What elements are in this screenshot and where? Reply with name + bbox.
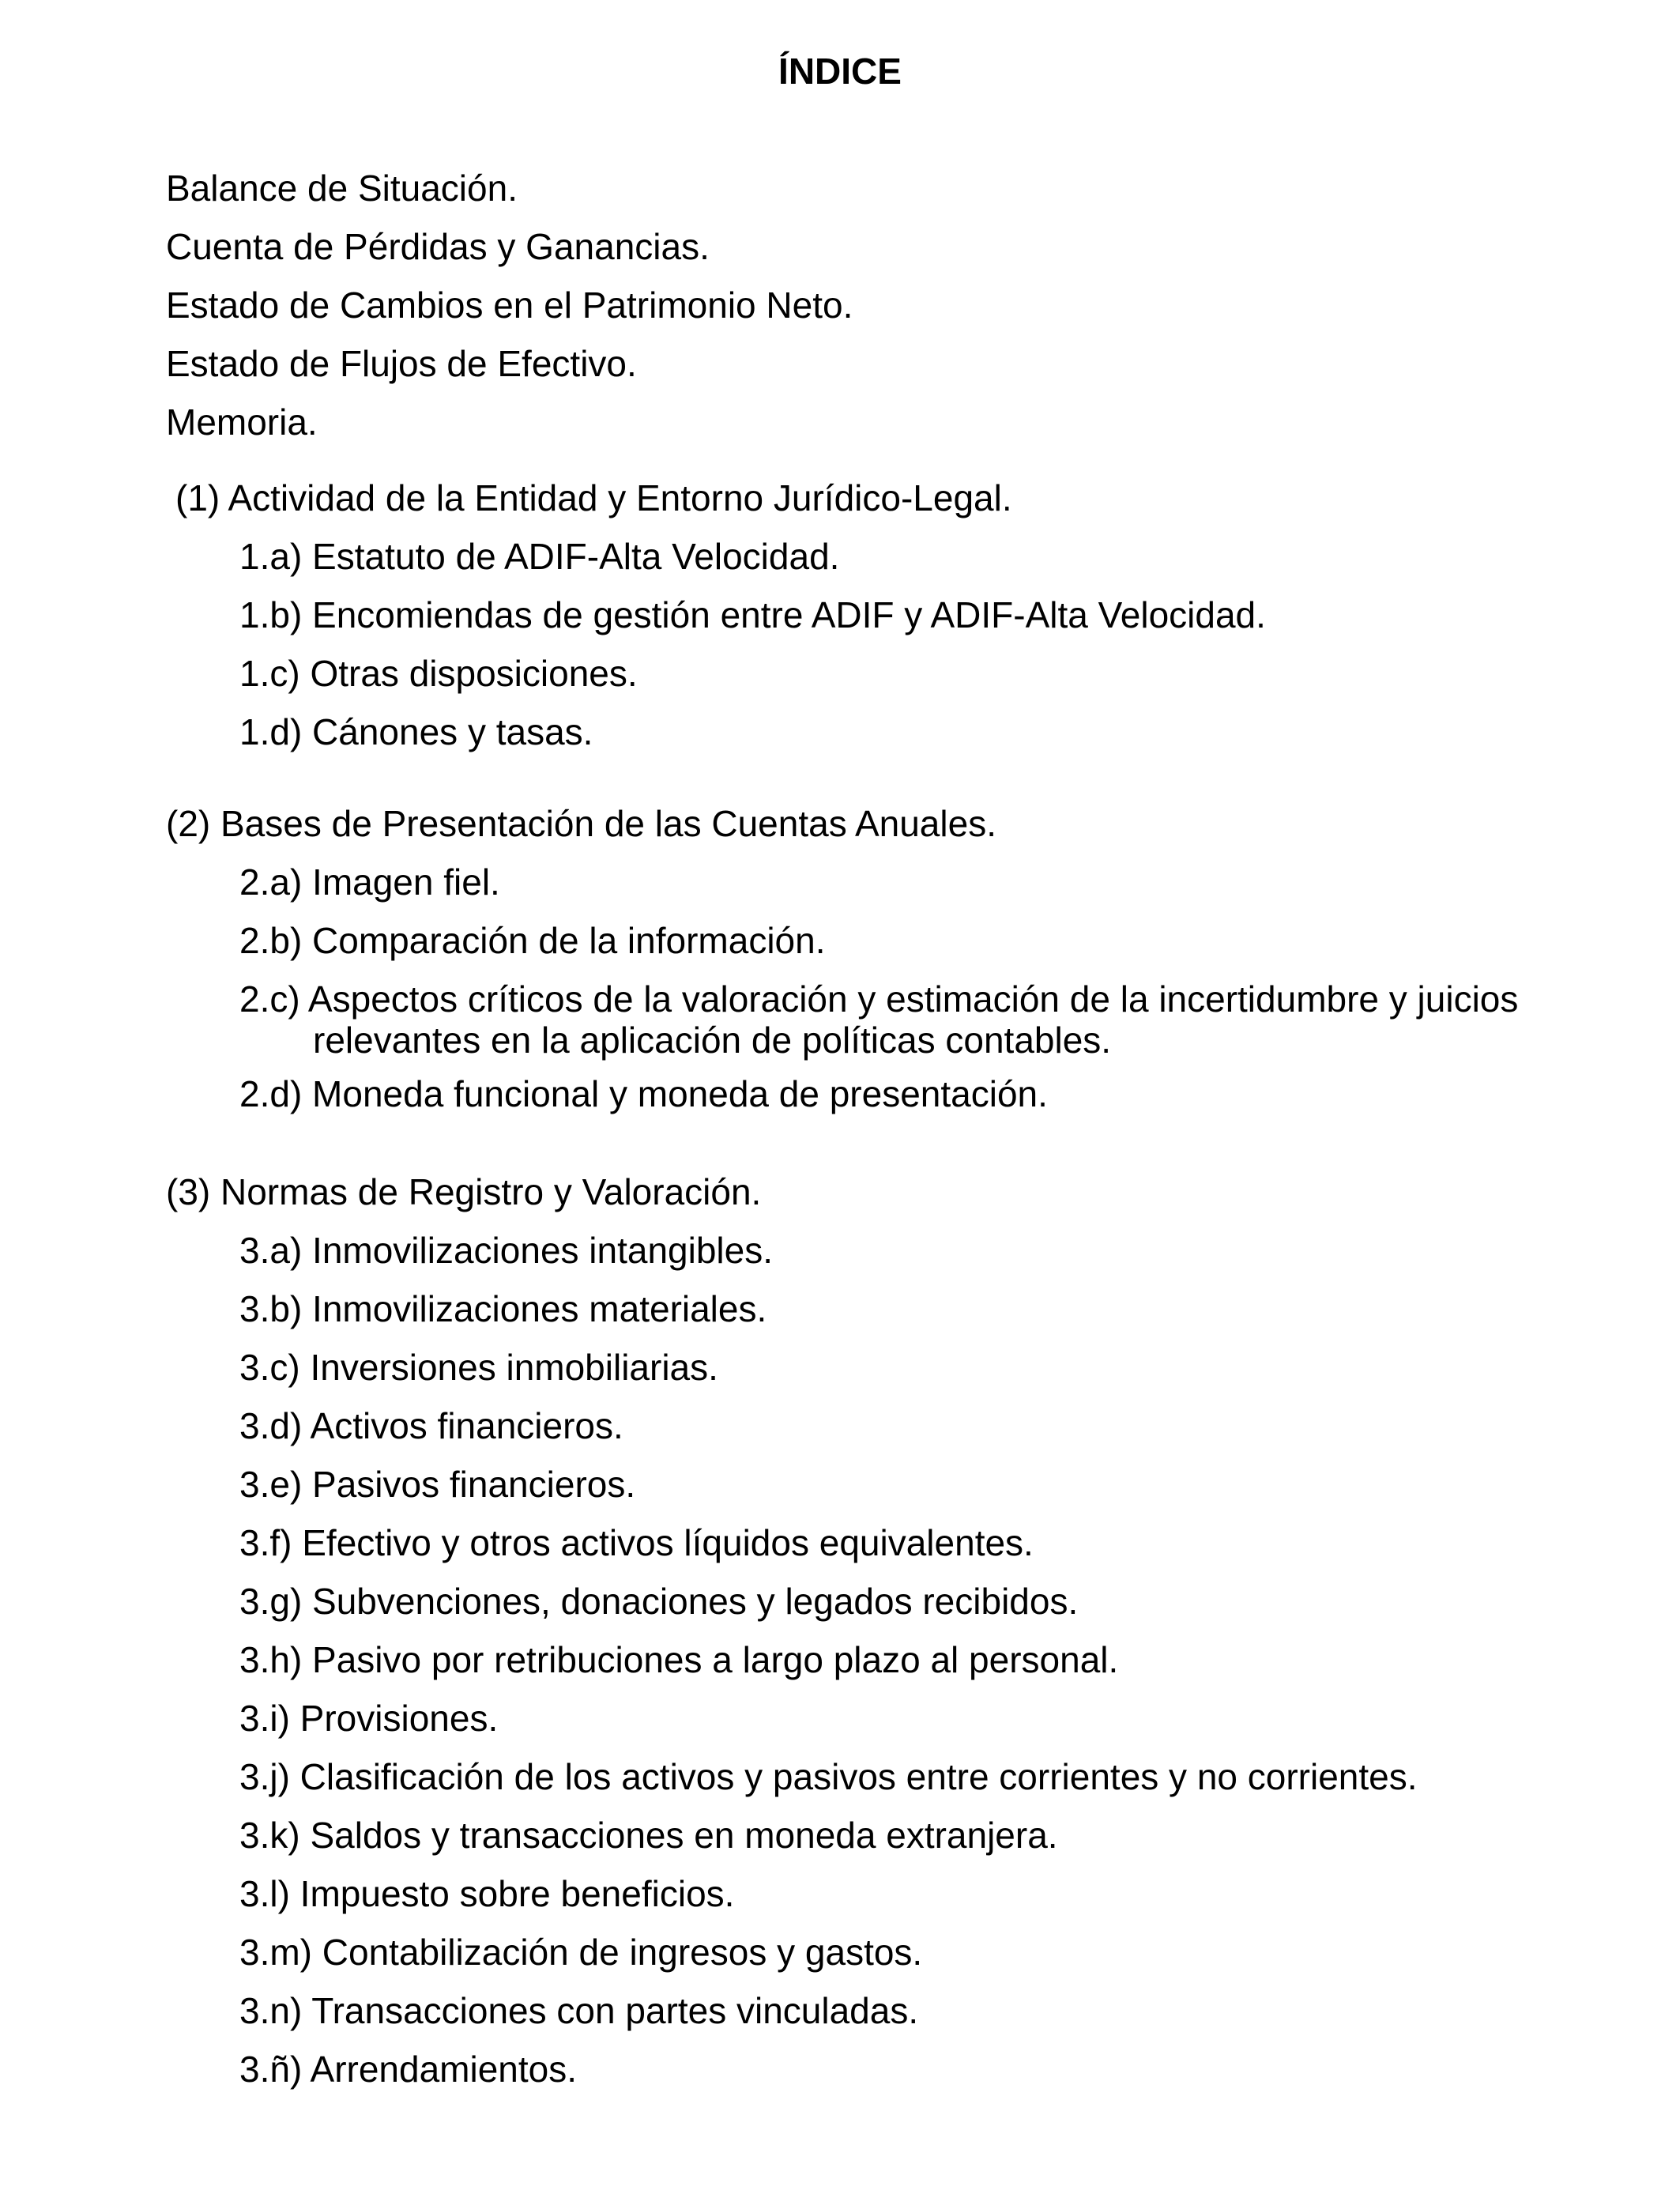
section-heading-3: (3) Normas de Registro y Valoración.	[166, 1171, 762, 1212]
toc-subitem: 3.b) Inmovilizaciones materiales.	[239, 1288, 767, 1329]
toc-subitem: 3.a) Inmovilizaciones intangibles.	[239, 1230, 774, 1271]
toc-subitem: 3.m) Contabilización de ingresos y gastos.	[239, 1932, 923, 1973]
toc-subitem-wrapped	[239, 978, 1518, 1061]
toc-item-flujos-efectivo: Estado de Flujos de Efectivo.	[166, 343, 637, 384]
toc-subitem: 3.k) Saldos y transacciones en moneda extranjera.	[239, 1815, 1058, 1856]
toc-subitem: 1.c) Otras disposiciones.	[239, 653, 638, 694]
toc-item-perdidas-ganancias: Cuenta de Pérdidas y Ganancias.	[166, 226, 710, 267]
toc-subitem: 3.d) Activos financieros.	[239, 1405, 623, 1446]
toc-subitem: 3.i) Provisiones.	[239, 1698, 499, 1739]
toc-subitem: 2.a) Imagen fiel.	[239, 861, 500, 903]
toc-subitem: 1.d) Cánones y tasas.	[239, 711, 593, 752]
toc-subitem-continuation: relevantes en la aplicación de políticas contables.	[313, 1020, 1112, 1061]
toc-subitem: 3.ñ) Arrendamientos.	[239, 2049, 578, 2090]
toc-subitem: 3.h) Pasivo por retribuciones a largo plazo al personal.	[239, 1639, 1119, 1680]
section-heading-2: (2) Bases de Presentación de las Cuentas Anuales.	[166, 803, 996, 844]
section-heading-1: (1) Actividad de la Entidad y Entorno Jurídico-Legal.	[175, 477, 1012, 518]
toc-subitem: 3.j) Clasificación de los activos y pasivos entre corrientes y no corrientes.	[239, 1756, 1418, 1797]
toc-subitem: 3.e) Pasivos financieros.	[239, 1464, 636, 1505]
toc-subitem: 3.c) Inversiones inmobiliarias.	[239, 1347, 718, 1388]
toc-subitem: 2.d) Moneda funcional y moneda de presentación.	[239, 1073, 1048, 1114]
toc-subitem: 3.g) Subvenciones, donaciones y legados recibidos.	[239, 1581, 1079, 1622]
toc-item-memoria: Memoria.	[166, 401, 318, 443]
toc-item-balance: Balance de Situación.	[166, 168, 518, 209]
page-title: ÍNDICE	[778, 51, 902, 92]
toc-subitem: 1.a) Estatuto de ADIF-Alta Velocidad.	[239, 536, 840, 577]
toc-subitem-text: 2.c) Aspectos críticos de la valoración y estimación de la incertidumbre y juicios	[239, 978, 1519, 1020]
toc-subitem: 1.b) Encomiendas de gestión entre ADIF y ADIF-Alta Velocidad.	[239, 594, 1266, 635]
toc-subitem: 2.b) Comparación de la información.	[239, 920, 826, 961]
toc-subitem: 3.l) Impuesto sobre beneficios.	[239, 1873, 735, 1914]
toc-item-cambios-patrimonio: Estado de Cambios en el Patrimonio Neto.	[166, 285, 853, 326]
toc-subitem: 3.f) Efectivo y otros activos líquidos equivalentes.	[239, 1522, 1034, 1563]
toc-subitem: 3.n) Transacciones con partes vinculadas.	[239, 1990, 919, 2031]
